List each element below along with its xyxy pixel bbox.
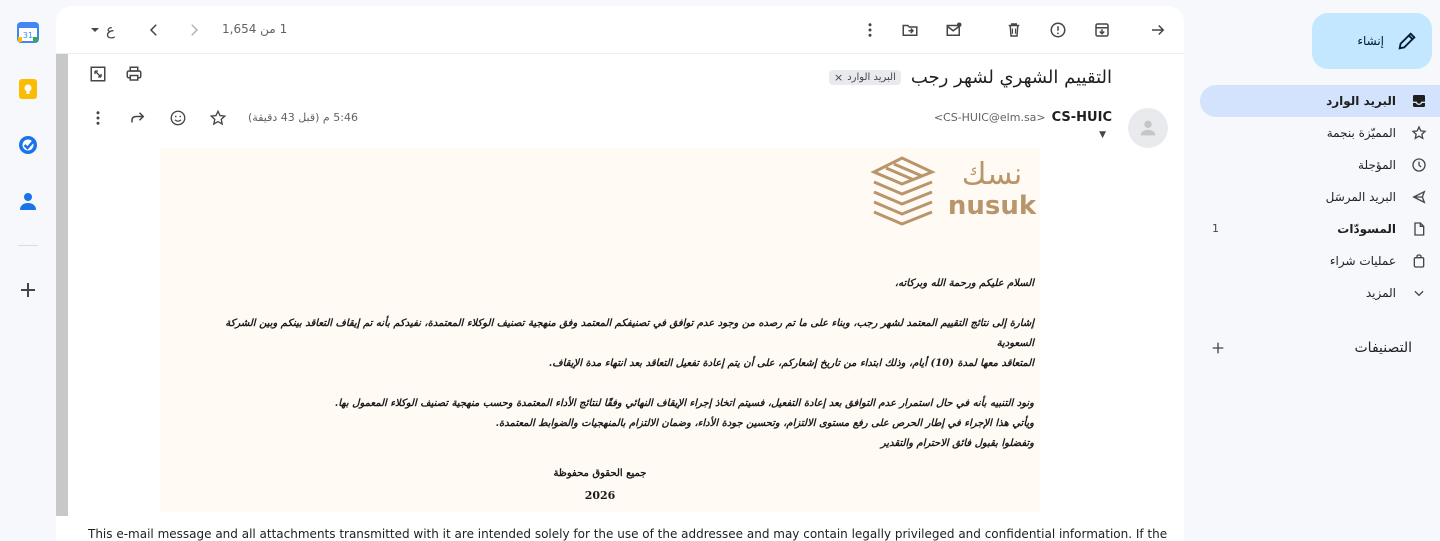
star-button[interactable] bbox=[202, 102, 234, 134]
subject-row bbox=[829, 62, 1112, 92]
nusuk-logo bbox=[866, 150, 1036, 230]
bag-icon bbox=[1410, 252, 1428, 270]
archive-button[interactable] bbox=[1086, 14, 1118, 46]
legal-disclaimer: This e-mail message and all attachments transmitted with it are intended solely for the use of the addressee and may contain legally privileged and confidential information. If the bbox=[88, 527, 1168, 541]
message-toolbar bbox=[56, 6, 1184, 54]
nav-drafts[interactable] bbox=[1200, 213, 1440, 245]
star-icon bbox=[1410, 124, 1428, 142]
logo-arabic-text: نسك bbox=[961, 157, 1023, 192]
message-more-button[interactable] bbox=[82, 102, 114, 134]
scrollbar[interactable] bbox=[56, 54, 68, 516]
nav-label-starred: المميّزة بنجمة bbox=[1326, 126, 1396, 140]
person-icon bbox=[1137, 117, 1159, 139]
add-reaction-button[interactable] bbox=[162, 102, 194, 134]
labels-heading: التصنيفات bbox=[1354, 340, 1412, 356]
more-actions-button[interactable] bbox=[854, 14, 886, 46]
nav-starred[interactable] bbox=[1200, 117, 1440, 149]
avatar[interactable] bbox=[1128, 108, 1168, 148]
rights-reserved: جميع الحقوق محفوظة bbox=[553, 468, 647, 479]
archive-icon bbox=[1093, 21, 1111, 39]
details-caret-icon[interactable]: ▼ bbox=[1099, 130, 1106, 140]
paragraph-1-line-2: المتعاقد معها لمدة (10) أيام، وذلك ابتداء من تاريخ إشعاركم، على أن يتم إعادة تفعيل التعاقد بعد انتهاء مدة الإيقاف. bbox=[548, 358, 1034, 369]
caret-down-icon bbox=[90, 25, 100, 35]
keep-icon[interactable] bbox=[16, 77, 40, 101]
forward-button[interactable] bbox=[122, 102, 154, 134]
email-subject: التقييم الشهري لشهر رجب bbox=[910, 66, 1112, 88]
paragraph-1-line-1: إشارة إلى نتائج التقييم المعتمد لشهر رجب، وبناء على ما تم رصده من وجود عدم توافق في تصنيفكم المعتمد وفق منهجية تصنيف الوكلاء المعتمدة، نفيدكم بأنه تم إيقاف التعاقد بينكم وبين الشركة السعودية bbox=[225, 318, 1034, 349]
input-language-button[interactable] bbox=[90, 18, 130, 42]
pencil-icon bbox=[1396, 30, 1418, 52]
sender-row bbox=[934, 110, 1112, 125]
trash-icon bbox=[1005, 21, 1023, 39]
nav-sent[interactable] bbox=[1200, 181, 1440, 213]
nav-label-purchases: عمليات شراء bbox=[1329, 254, 1396, 268]
tasks-icon[interactable] bbox=[16, 133, 40, 157]
report-icon bbox=[1049, 21, 1067, 39]
folder-move-icon bbox=[901, 21, 919, 39]
paragraph-2-line-2: ويأتي هذا الإجراء في إطار الحرص على رفع مستوى الالتزام، وتحسين جودة الأداء، وضمان الالتزام بالمنهجيات والضوابط المعتمدة. bbox=[495, 418, 1034, 429]
nav-label-drafts: المسودّات bbox=[1337, 222, 1396, 236]
add-label-button[interactable] bbox=[1206, 336, 1230, 360]
chevron-down-icon bbox=[1410, 284, 1428, 302]
newer-button[interactable] bbox=[138, 14, 170, 46]
nav-label-snoozed: المؤجلة bbox=[1358, 158, 1396, 172]
move-to-button[interactable] bbox=[894, 14, 926, 46]
lang-glyph: ع bbox=[106, 21, 115, 39]
report-spam-button[interactable] bbox=[1042, 14, 1074, 46]
label-text: البريد الوارد bbox=[847, 71, 896, 83]
older-button[interactable] bbox=[178, 14, 210, 46]
letter-body bbox=[160, 148, 1040, 512]
mark-unread-icon bbox=[945, 21, 963, 39]
add-icon[interactable] bbox=[16, 278, 40, 302]
closing: وتفضلوا بقبول فائق الاحترام والتقدير bbox=[880, 438, 1034, 449]
back-to-inbox-button[interactable] bbox=[1142, 14, 1174, 46]
sender-name[interactable]: CS-HUIC bbox=[1051, 110, 1112, 125]
mark-unread-button[interactable] bbox=[938, 14, 970, 46]
forward-icon bbox=[129, 109, 147, 127]
open-new-window-button[interactable] bbox=[82, 58, 114, 90]
nav-more[interactable] bbox=[1200, 277, 1440, 309]
more-vert-icon bbox=[861, 21, 879, 39]
compose-label: إنشاء bbox=[1357, 34, 1384, 48]
send-icon bbox=[1410, 188, 1428, 206]
pager-count: 1 من 1,654 bbox=[222, 22, 288, 36]
message-view bbox=[56, 6, 1184, 541]
drafts-count: 1 bbox=[1212, 222, 1219, 235]
inbox-label-chip[interactable] bbox=[829, 70, 901, 85]
star-outline-icon bbox=[209, 109, 227, 127]
nav-label-more: المزيد bbox=[1365, 286, 1396, 300]
nav-snoozed[interactable] bbox=[1200, 149, 1440, 181]
inbox-icon bbox=[1410, 92, 1428, 110]
calendar-icon[interactable] bbox=[16, 20, 40, 44]
more-vert-icon bbox=[89, 109, 107, 127]
app-rail bbox=[0, 0, 56, 541]
arrow-forward-icon bbox=[1149, 21, 1167, 39]
contacts-icon[interactable] bbox=[16, 189, 40, 213]
delete-button[interactable] bbox=[998, 14, 1030, 46]
sender-email: <CS-HUIC@elm.sa> bbox=[933, 111, 1046, 124]
nav-purchases[interactable] bbox=[1200, 245, 1440, 277]
emoji-icon bbox=[169, 109, 187, 127]
plus-icon bbox=[1210, 340, 1226, 356]
nav-label-sent: البريد المرسَل bbox=[1325, 190, 1396, 204]
paragraph-2-line-1: ونود التنبيه بأنه في حال استمرار عدم التوافق بعد إعادة التفعيل، فسيتم اتخاذ إجراء الإيقاف النهائي وفقًا لنتائج الأداء المعتمدة وحسب منهجية تصنيف الوكلاء المعمول بها. bbox=[334, 398, 1034, 409]
copyright-year: 2026 bbox=[584, 489, 616, 502]
mail-navigation bbox=[1184, 0, 1440, 541]
calendar-day: 31 bbox=[22, 31, 34, 40]
compose-button[interactable] bbox=[1312, 13, 1432, 69]
greeting: السلام عليكم ورحمة الله وبركاته، bbox=[894, 278, 1034, 289]
rail-divider bbox=[18, 245, 38, 246]
clock-icon bbox=[1410, 156, 1428, 174]
message-time: 5:46 م (قبل 43 دقيقة) bbox=[248, 111, 358, 124]
chevron-right-icon bbox=[185, 21, 203, 39]
nav-label-inbox: البريد الوارد bbox=[1326, 94, 1396, 108]
expand-icon bbox=[89, 65, 107, 83]
print-button[interactable] bbox=[118, 58, 150, 90]
draft-icon bbox=[1410, 220, 1428, 238]
logo-latin-text: nusuk bbox=[947, 191, 1036, 221]
print-icon bbox=[125, 65, 143, 83]
nav-inbox[interactable] bbox=[1200, 85, 1440, 117]
chevron-left-icon bbox=[145, 21, 163, 39]
letter-text bbox=[214, 274, 1034, 454]
remove-label-icon[interactable]: × bbox=[834, 70, 844, 84]
